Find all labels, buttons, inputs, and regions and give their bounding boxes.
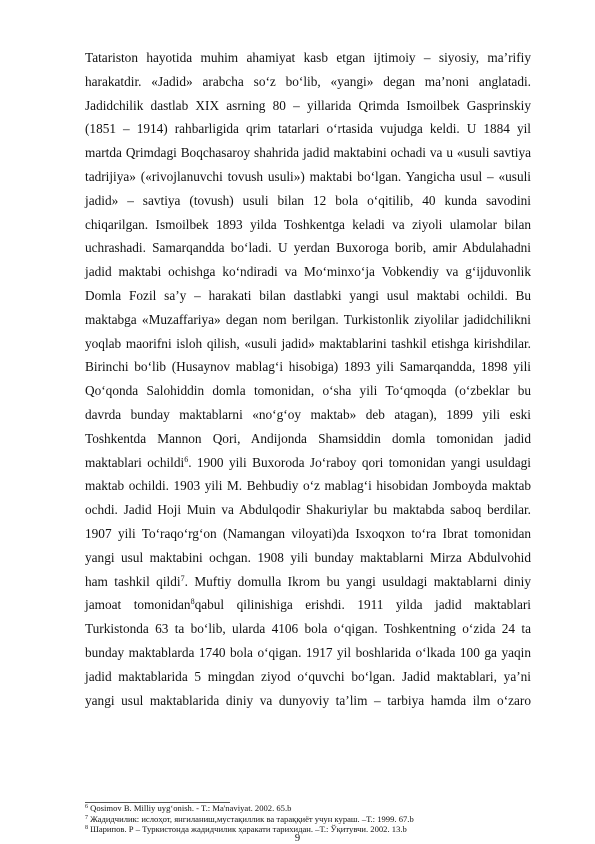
text-segment: . 1900 yili Buxoroda Jo‘raboy qori tomonidan yangi usuldagi bbox=[188, 454, 531, 470]
text-line: martda Qrimdagi Boqchasaroy shahrida jadid maktabini ochadi va u «usuli savtiya bbox=[85, 145, 531, 161]
footnote-mark: 7 bbox=[85, 814, 88, 821]
page-number: 9 bbox=[294, 833, 301, 844]
text-line: ochdi. Jadid Hoji Muin va Abdulqodir Shakuriylar bu maktabda saboq berdilar. bbox=[85, 502, 531, 518]
footnote-item bbox=[85, 803, 531, 814]
text-segment: ham tashkil qildi bbox=[85, 573, 181, 589]
text-line: (1851 – 1914) rahbarligida qrim tatarlari o‘rtasida vujudga keldi. U 1884 yil bbox=[85, 121, 531, 137]
text-line: Domla Fozil sa’y – harakati bilan dastlabki yangi usul maktabi ochildi. Bu bbox=[85, 287, 531, 303]
document-body bbox=[85, 46, 531, 712]
text-line: jadid» – savtiya (tovush) usuli bilan 12 bola o‘qitilib, 40 kunda savodini bbox=[85, 192, 531, 208]
text-line: davrda bunday maktablarni «no‘g‘oy maktab» deb atagan), 1899 yili eski bbox=[85, 406, 531, 422]
text-line: jadid maktabi ochishga ko‘ndiradi va Mo‘minxo‘ja Vobkendiy va g‘ijduvonlik bbox=[85, 264, 531, 280]
text-line: Tatariston hayotida muhim ahamiyat kasb etgan ijtimoiy – siyosiy, ma’rifiy bbox=[85, 50, 531, 65]
footnote-text: Qosimov B. Milliy uyg‘onish. - T.: Ma'naviyat. 2002. 65.b bbox=[90, 803, 292, 813]
text-line: Jadidchilik dastlab XIX asrning 80 – yillarida Qrimda Ismoilbek Gasprinskiy bbox=[85, 97, 531, 113]
footnote-text: Шарипов. Р – Туркистонда жадидчилик ҳаракати тарихидан. –Т.: Ўқитувчи. 2002. 13.b bbox=[90, 824, 407, 835]
text-line: yangi usul maktabini ochgan. 1908 yili bunday maktablarni Mirza Abdulvohid bbox=[85, 549, 531, 565]
footnote-item bbox=[85, 814, 531, 825]
text-segment: . Muftiy domulla Ikrom bu yangi usuldagi maktablarni diniy bbox=[184, 573, 531, 589]
text-line: Birinchi bo‘lib (Husaynov mablag‘i hisobiga) 1893 yili Samarqandda, 1898 yili bbox=[85, 359, 531, 375]
footnotes bbox=[85, 803, 531, 835]
footnote-ref[interactable]: 8 bbox=[190, 597, 195, 607]
text-line: chiqarilgan. Ismoilbek 1893 yilda Toshkentga keladi va ziyoli ulamolar bilan bbox=[85, 216, 531, 232]
text-line bbox=[85, 593, 531, 617]
text-line: Toshkentda Mannon Qori, Andijonda Shamsiddin domla tomonidan jadid bbox=[85, 430, 531, 446]
text-segment: maktablari ochildi bbox=[85, 454, 185, 470]
footnote-mark: 6 bbox=[85, 804, 88, 810]
text-line: maktab ochildi. 1903 yili M. Behbudiy o‘z mablag‘i hisobidan Jomboyda maktab bbox=[85, 478, 531, 494]
text-line: 1907 yili To‘raqo‘rg‘on (Namangan viloyati)da Isxoqxon to‘ra Ibrat tomonidan bbox=[85, 525, 531, 541]
footnote-ref[interactable]: 7 bbox=[180, 573, 185, 583]
text-line: Turkistonda 63 ta bo‘lib, ularda 4106 bola o‘qigan. Toshkentning o‘zida 24 ta bbox=[85, 621, 531, 637]
text-line: Qo‘qonda Salohiddin domla tomonidan, o‘sha yili To‘qmoqda (o‘zbeklar bu bbox=[85, 383, 531, 399]
text-segment: jamoat tomonidan bbox=[85, 597, 191, 613]
text-line: yangi usul maktablarida diniy va dunyoviy ta’lim – tarbiya hamda ilm o‘zaro bbox=[85, 692, 531, 708]
text-segment: qabul qilinishiga erishdi. 1911 yilda jadid maktablari bbox=[194, 597, 531, 613]
text-line: uchrashadi. Samarqandda bo‘ladi. U yerdan Buxoroga borib, amir Abdulahadni bbox=[85, 240, 531, 256]
footnote-text: Жадидчилик: ислоҳот, янгиланиш,мустақиллик ва тараққиёт учун кураш. –Т.: 1999. 67.b bbox=[90, 813, 414, 824]
text-line: tadrijiya» («rivojlanuvchi tovush usuli») maktabi bo‘lgan. Yangicha usul – «usuli bbox=[85, 168, 531, 184]
text-line: maktabga «Muzaffariya» degan nom berilgan. Turkistonlik ziyolilar jadidchilikni bbox=[85, 311, 531, 327]
footnote-ref[interactable]: 6 bbox=[184, 454, 189, 464]
text-line: jadid maktablarida 5 mingdan ziyod o‘quvchi bo‘lgan. Jadid maktablari, ya’ni bbox=[85, 668, 531, 684]
text-line bbox=[85, 570, 531, 594]
footnote-mark: 8 bbox=[85, 825, 88, 832]
text-line: bunday maktablarda 1740 bola o‘qigan. 1917 yil boshlarida o‘lkada 100 ga yaqin bbox=[85, 644, 531, 660]
text-line bbox=[85, 451, 531, 475]
text-line: harakatdir. «Jadid» arabcha so‘z bo‘lib, «yangi» degan ma’noni anglatadi. bbox=[85, 73, 531, 89]
text-line: yoqlab maorifni isloh qilish, «usuli jadid» maktablarini tashkil etishga kirishdilar. bbox=[85, 335, 531, 351]
